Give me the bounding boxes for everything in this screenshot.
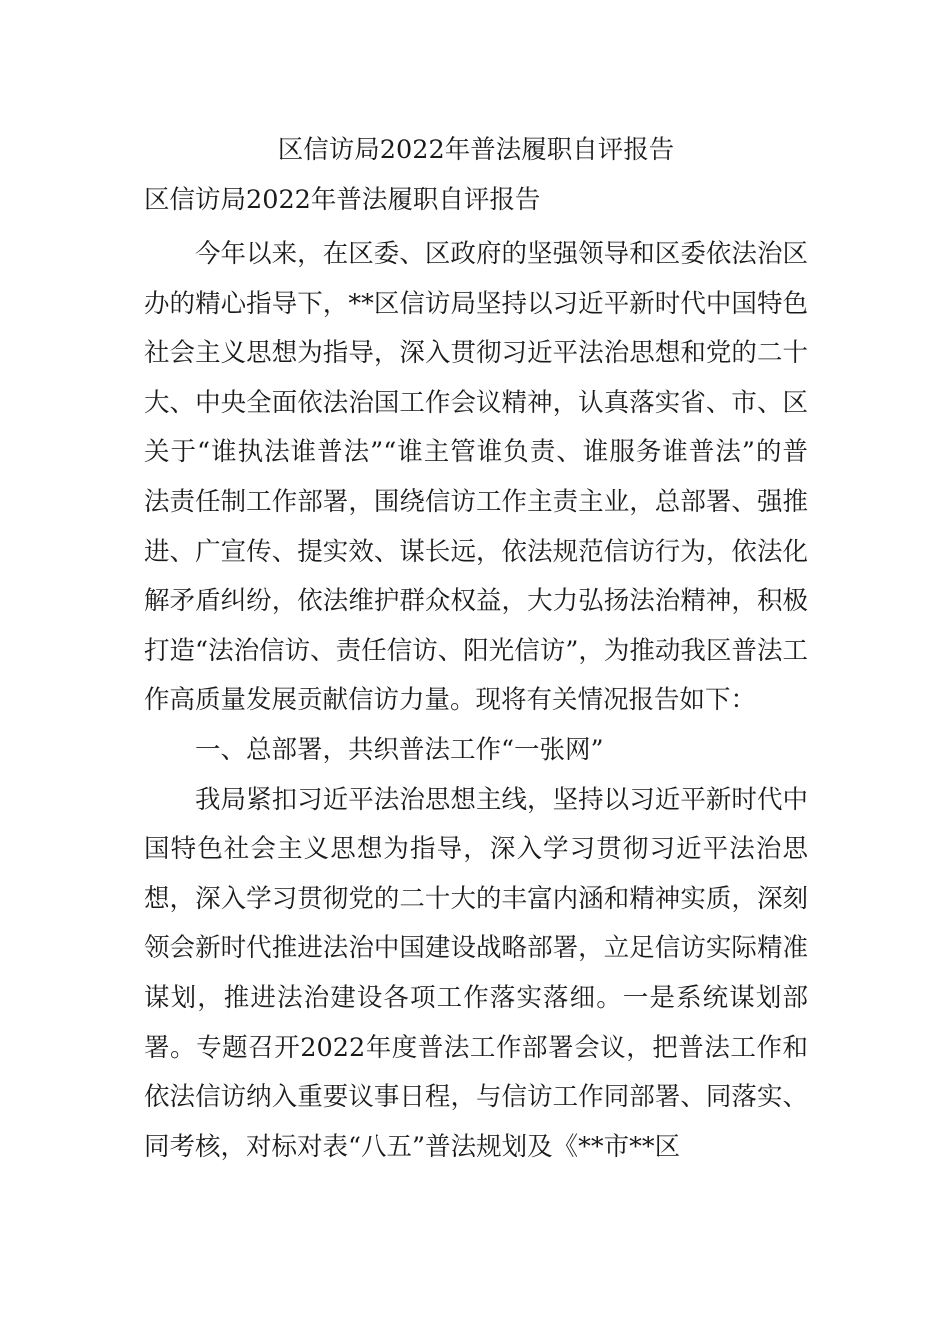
document-body — [144, 132, 808, 1172]
document-title: 区信访局2022年普法履职自评报告 — [277, 135, 675, 165]
section-heading-1: 一、总部署，共织普法工作“一张网” — [195, 734, 604, 765]
section-1-paragraph: 我局紧扣习近平法治思想主线，坚持以习近平新时代中国特色社会主义思想为指导，深入学习贯彻习近平法治思想，深入学习贯彻党的二十大的丰富内涵和精神实质，深刻领会新时代推进法治中国建设战略部署，立足信访实际精准谋划，推进法治建设各项工作落实落细。一是系统谋划部署。专题召开2022年度普法工作部署会议，把普法工作和依法信访纳入重要议事日程，与信访工作同部署、同落实、同考核，对标对表“八五”普法规划及《**市**区 — [144, 784, 808, 1162]
document-subtitle: 区信访局2022年普法履职自评报告 — [144, 185, 541, 215]
intro-paragraph: 今年以来，在区委、区政府的坚强领导和区委依法治区办的精心指导下，**区信访局坚持以习近平新时代中国特色社会主义思想为指导，深入贯彻习近平法治思想和党的二十大、中央全面依法治国工作会议精神，认真落实省、市、区关于“谁执法谁普法”“谁主管谁负责、谁服务谁普法”的普法责任制工作部署，围绕信访工作主责主业，总部署、强推进、广宣传、提实效、谋长远，依法规范信访行为，依法化解矛盾纠纷，依法维护群众权益，大力弘扬法治精神，积极打造“法治信访、责任信访、阳光信访”，为推动我区普法工作高质量发展贡献信访力量。现将有关情况报告如下： — [144, 239, 808, 716]
